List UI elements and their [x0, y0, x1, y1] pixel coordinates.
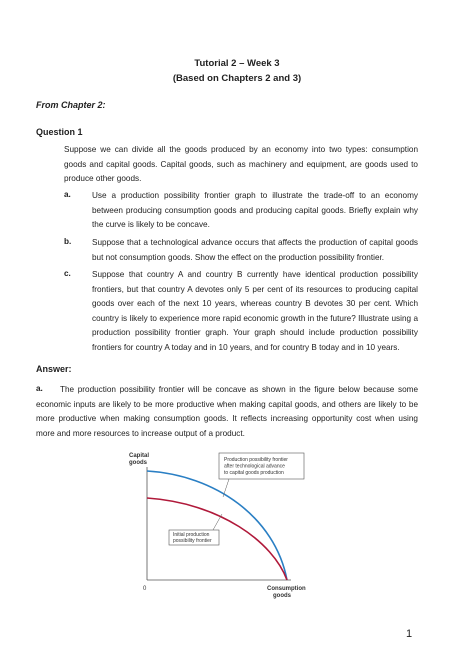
document-subtitle: (Based on Chapters 2 and 3): [172, 73, 302, 84]
item-a-text: Use a production possibility frontier graph to illustrate the trade-off to an economy between producing consumption goods and producing capital goods. Briefly explain why the curve is likely to be concave.: [92, 191, 418, 229]
ppf-figure: [125, 447, 315, 617]
item-c-letter: c.: [64, 269, 71, 278]
question-intro: Suppose we can divide all the goods produced by an economy into two types: consumption goods and capital goods. Capital goods, such as machinery and equipment, are goods used to produce other goods.: [64, 145, 418, 183]
section-heading: From Chapter 2:: [36, 100, 106, 110]
new-frontier-label-line1: Production possibility frontier: [224, 457, 288, 463]
new-frontier-label-line2: after technological advance: [224, 463, 285, 470]
origin-label: 0: [143, 586, 147, 592]
new-frontier-curve: [147, 471, 287, 580]
question-title: Question 1: [36, 127, 83, 137]
item-b-letter: b.: [64, 237, 72, 246]
item-c-text: Suppose that country A and country B currently have identical production possibility frontiers, but that country A devotes only 5 per cent of its resources to producing capital goods over each of the next 10 years, whereas country B devotes 30 per cent. Which country is likely to experience more rapid economic growth in the future? Illustrate using a production possibility frontier graph. Your graph should include production possibility frontiers for country A today and in 10 years, and for country B today and in 10 years.: [92, 270, 418, 352]
x-axis-label-line2: goods: [273, 593, 291, 599]
document-title: Tutorial 2 – Week 3: [194, 58, 280, 69]
svg-text:Initial production possibi: [173, 532, 212, 544]
initial-frontier-pointer: [213, 514, 222, 530]
answer-title: Answer:: [36, 364, 72, 374]
answer-a-letter: a.: [36, 384, 43, 393]
x-axis-label-line1: Consumption: [267, 586, 306, 592]
initial-frontier-label-line2: possibility frontier: [173, 538, 212, 544]
initial-frontier-label-line1: Initial production: [173, 532, 210, 538]
answer-a-text: The production possibility frontier will be concave as shown in the figure below because some economic inputs are likely to be more productive when making capital goods, and others are likely to be more productive when making consumption goods. It reflects increasing opportunity cost when using more and more resources to increase output of a product.: [36, 385, 418, 438]
item-b-text: Suppose that a technological advance occurs that affects the production of capital goods but not consumption goods. Show the effect on the production possibility frontier.: [92, 238, 418, 262]
page-number: 1: [406, 628, 413, 640]
svg-text:Production possibility frontie: [224, 457, 289, 476]
y-axis-label-line2: goods: [129, 460, 147, 466]
y-axis-label-line1: Capital: [129, 453, 150, 459]
new-frontier-label-line3: to capital goods production: [224, 470, 284, 476]
item-a-letter: a.: [64, 190, 71, 199]
